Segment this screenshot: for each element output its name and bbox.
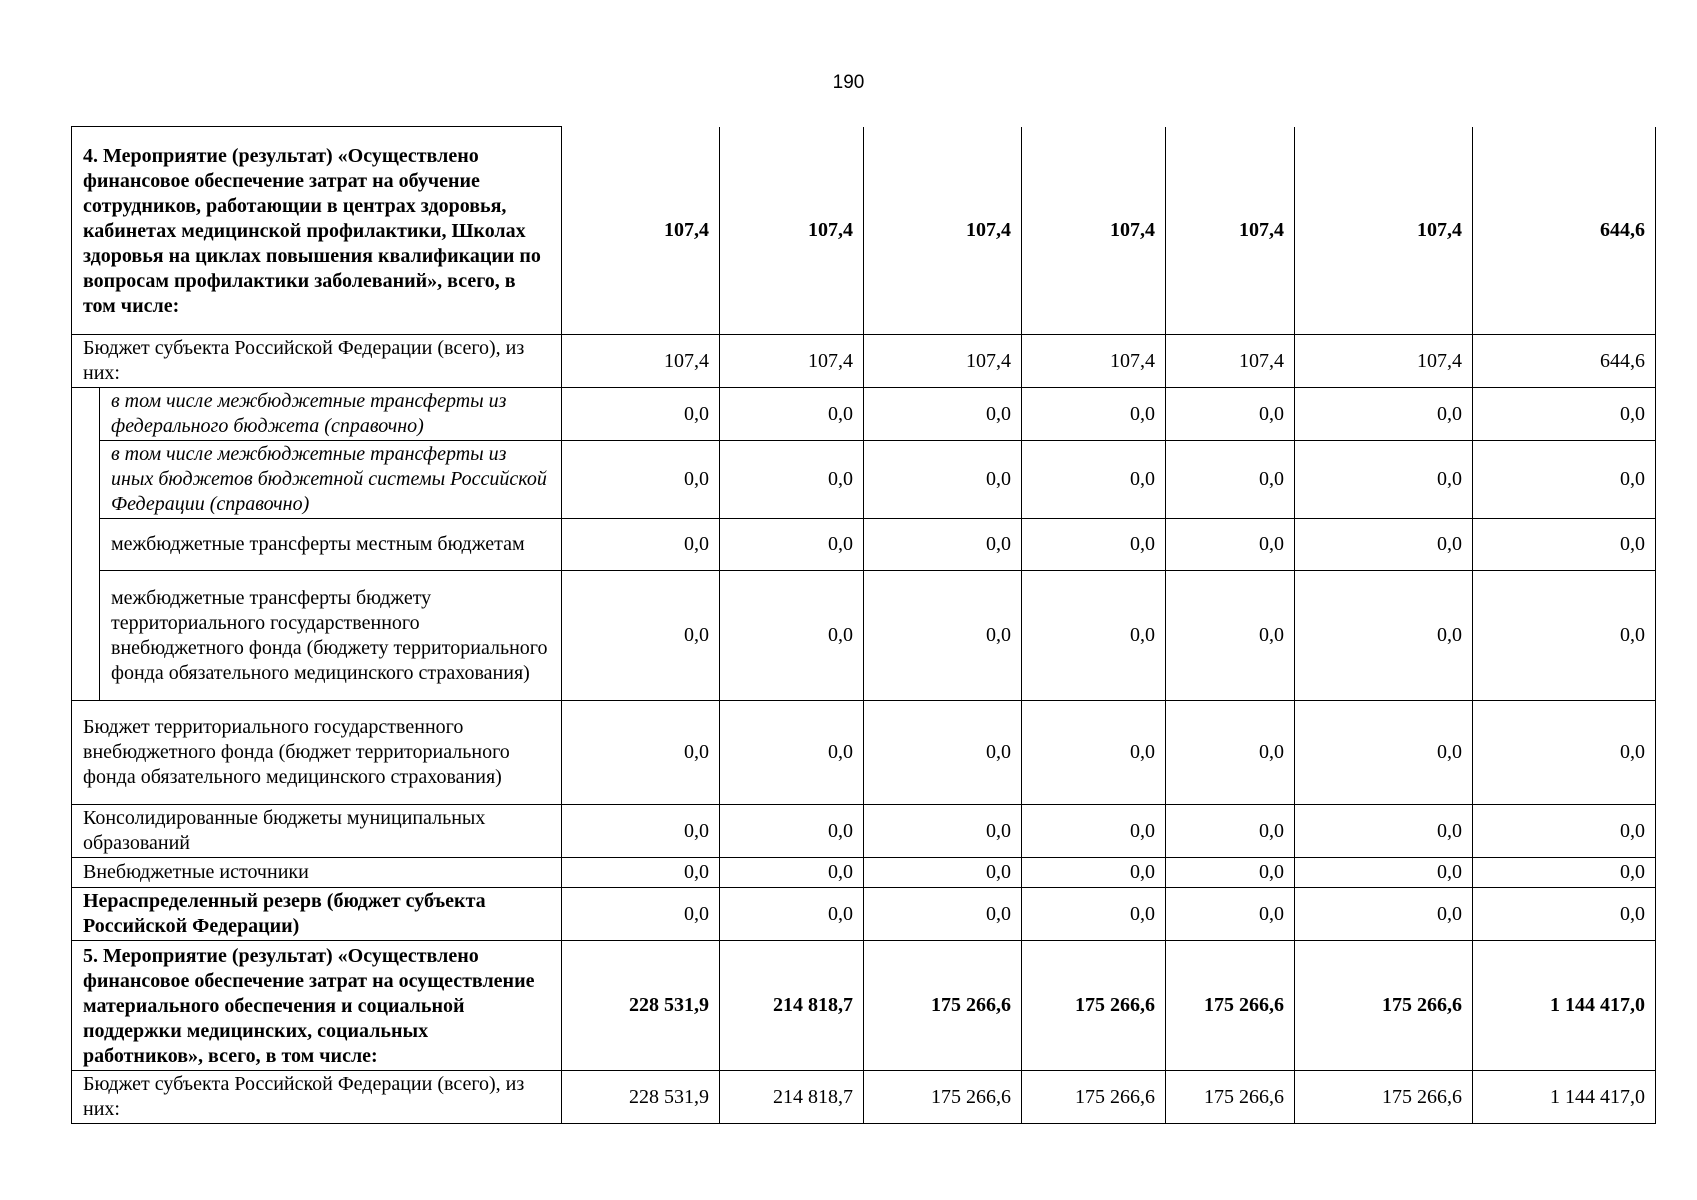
value-cell: 0,0 [864,519,1022,571]
value-cell: 0,0 [1166,888,1295,941]
value-cell: 0,0 [720,858,864,888]
value-cell: 107,4 [1295,335,1473,388]
value-cell: 0,0 [864,858,1022,888]
table-row [72,441,1656,519]
value-cell: 0,0 [1295,701,1473,805]
row-label: в том числе межбюджетные трансферты из иных бюджетов бюджетной системы Российской Федерации (справочно) [100,441,562,519]
value-cell: 107,4 [864,335,1022,388]
value-cell: 107,4 [1166,335,1295,388]
page-number: 190 [832,72,865,93]
value-cell: 175 266,6 [1295,941,1473,1071]
value-cell: 0,0 [864,388,1022,441]
row-label: Внебюджетные источники [72,858,562,888]
value-cell: 0,0 [1295,805,1473,858]
value-cell: 0,0 [1166,858,1295,888]
value-cell: 0,0 [562,805,720,858]
value-cell: 0,0 [562,519,720,571]
value-cell: 0,0 [720,519,864,571]
value-cell: 107,4 [1166,127,1295,335]
value-cell: 0,0 [720,888,864,941]
value-cell: 107,4 [720,335,864,388]
value-cell: 107,4 [1022,335,1166,388]
value-cell: 0,0 [720,805,864,858]
value-cell: 107,4 [1022,127,1166,335]
value-cell: 0,0 [864,888,1022,941]
value-cell: 0,0 [1295,388,1473,441]
total-cell: 0,0 [1473,519,1656,571]
value-cell: 0,0 [1295,888,1473,941]
table-row [72,127,1656,335]
value-cell: 0,0 [1295,519,1473,571]
value-cell: 107,4 [1295,127,1473,335]
table-row [72,571,1656,701]
row-label: 5. Мероприятие (результат) «Осуществлено финансовое обеспечение затрат на осуществление материального обеспечения и социальной поддержки медицинских, социальных работников», всего, в том числе: [72,941,562,1071]
value-cell: 175 266,6 [1022,1071,1166,1124]
value-cell: 107,4 [864,127,1022,335]
value-cell: 175 266,6 [1022,941,1166,1071]
value-cell: 0,0 [720,388,864,441]
value-cell: 0,0 [1166,441,1295,519]
value-cell: 0,0 [1022,388,1166,441]
value-cell: 0,0 [562,858,720,888]
value-cell: 0,0 [1166,519,1295,571]
total-cell: 1 144 417,0 [1473,941,1656,1071]
value-cell: 0,0 [1166,388,1295,441]
table-row [72,1071,1656,1124]
row-label: 4. Мероприятие (результат) «Осуществлено финансовое обеспечение затрат на обучение сотрудников, работающии в центрах здоровья, кабинетах медицинской профилактики, Школах здоровья на циклах повышения квалификации по вопросам профилактики заболеваний», всего, в том числе: [72,127,562,335]
value-cell: 0,0 [1166,701,1295,805]
value-cell: 0,0 [1166,571,1295,701]
value-cell: 0,0 [1022,519,1166,571]
row-label: Бюджет субъекта Российской Федерации (всего), из них: [72,335,562,388]
row-label: Нераспределенный резерв (бюджет субъекта Российской Федерации) [72,888,562,941]
total-cell: 0,0 [1473,805,1656,858]
value-cell: 175 266,6 [864,1071,1022,1124]
value-cell: 0,0 [562,888,720,941]
value-cell: 0,0 [1022,441,1166,519]
table-row [72,335,1656,388]
value-cell: 0,0 [1022,858,1166,888]
value-cell: 0,0 [720,701,864,805]
value-cell: 0,0 [562,441,720,519]
value-cell: 0,0 [864,441,1022,519]
value-cell: 175 266,6 [1295,1071,1473,1124]
value-cell: 214 818,7 [720,941,864,1071]
total-cell: 644,6 [1473,335,1656,388]
row-label: Бюджет субъекта Российской Федерации (всего), из них: [72,1071,562,1124]
total-cell: 0,0 [1473,888,1656,941]
value-cell: 228 531,9 [562,1071,720,1124]
value-cell: 0,0 [562,701,720,805]
value-cell: 214 818,7 [720,1071,864,1124]
table-row [72,388,1656,441]
value-cell: 0,0 [864,805,1022,858]
value-cell: 0,0 [1022,805,1166,858]
table-row [72,941,1656,1071]
row-label: межбюджетные трансферты местным бюджетам [100,519,562,571]
value-cell: 0,0 [1295,441,1473,519]
total-cell: 0,0 [1473,441,1656,519]
total-cell: 1 144 417,0 [1473,1071,1656,1124]
value-cell: 107,4 [562,335,720,388]
value-cell: 0,0 [1022,571,1166,701]
value-cell: 175 266,6 [1166,941,1295,1071]
value-cell: 107,4 [562,127,720,335]
row-label: в том числе межбюджетные трансферты из федерального бюджета (справочно) [100,388,562,441]
table-row [72,858,1656,888]
value-cell: 107,4 [720,127,864,335]
value-cell: 0,0 [720,441,864,519]
value-cell: 0,0 [562,388,720,441]
value-cell: 0,0 [1295,571,1473,701]
value-cell: 0,0 [864,701,1022,805]
total-cell: 644,6 [1473,127,1656,335]
value-cell: 175 266,6 [1166,1071,1295,1124]
table-row [72,519,1656,571]
row-label: Консолидированные бюджеты муниципальных образований [72,805,562,858]
table-row [72,701,1656,805]
total-cell: 0,0 [1473,701,1656,805]
value-cell: 0,0 [720,571,864,701]
value-cell: 0,0 [1022,888,1166,941]
row-label: межбюджетные трансферты бюджету территориального государственного внебюджетного фонда (бюджету территориального фонда обязательного медицинского страхования) [100,571,562,701]
table-row [72,805,1656,858]
indent-spacer [72,388,100,701]
total-cell: 0,0 [1473,571,1656,701]
total-cell: 0,0 [1473,388,1656,441]
table-row [72,888,1656,941]
budget-table [71,126,1656,1124]
value-cell: 0,0 [1295,858,1473,888]
value-cell: 0,0 [1022,701,1166,805]
value-cell: 228 531,9 [562,941,720,1071]
value-cell: 175 266,6 [864,941,1022,1071]
value-cell: 0,0 [864,571,1022,701]
value-cell: 0,0 [562,571,720,701]
value-cell: 0,0 [1166,805,1295,858]
total-cell: 0,0 [1473,858,1656,888]
row-label: Бюджет территориального государственного внебюджетного фонда (бюджет территориального фонда обязательного медицинского страхования) [72,701,562,805]
